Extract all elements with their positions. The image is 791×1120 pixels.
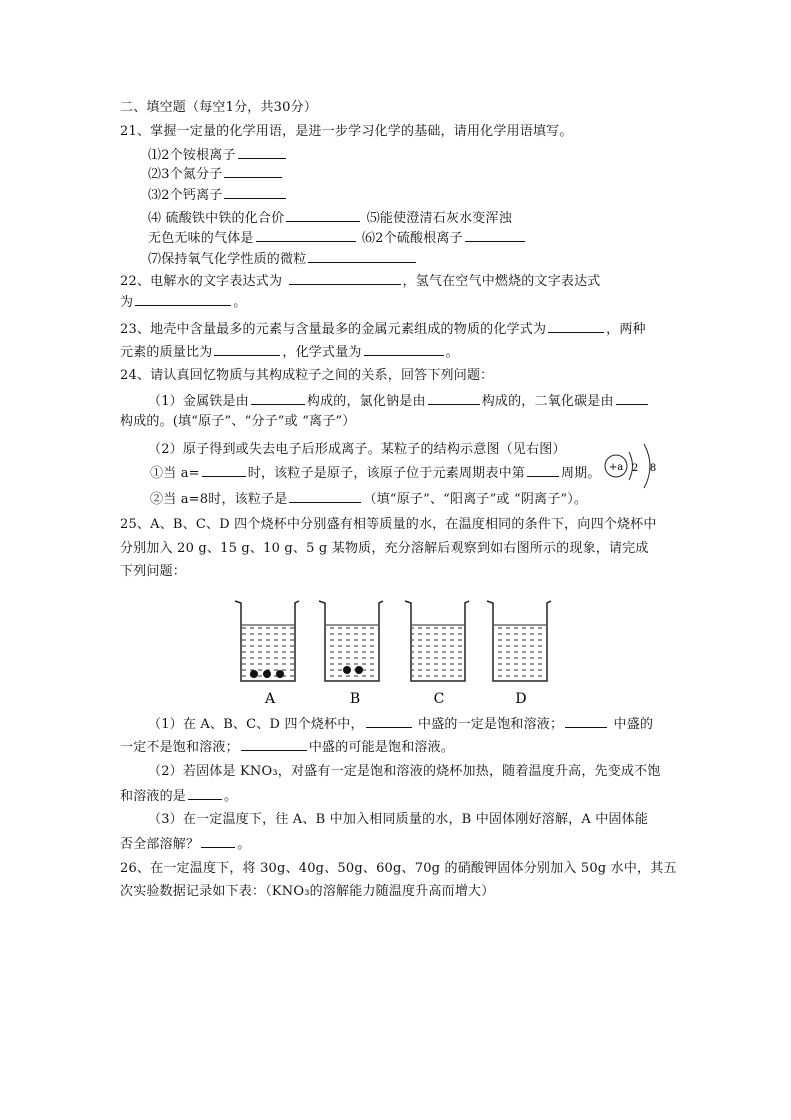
q25-part2-cont: 和溶液的是 。 <box>120 789 238 804</box>
answer-blank[interactable] <box>202 464 246 477</box>
q25-part2: （2）若固体是 KNO₃，对盛有一定是饱和溶液的烧杯加热，随着温度升高，先变成不饱 <box>148 764 661 779</box>
q25-part3-cont: 否全部溶解？ 。 <box>120 837 251 852</box>
answer-blank[interactable] <box>364 343 444 356</box>
answer-blank[interactable] <box>465 229 525 242</box>
q22-line1: 22、电解水的文字表达式为 ，氢气在空气中燃烧的文字表达式 <box>120 274 601 289</box>
q21-part2: ⑵3个氮分子 <box>148 165 284 183</box>
shell-2-electrons: 8 <box>649 463 657 474</box>
q26-line2: 次实验数据记录如下表：（KNO₃的溶解能力随温度升高而增大） <box>120 884 495 899</box>
beaker-d <box>487 601 551 707</box>
q24-part2-b: ②当 a=8时，该粒子是 （填“原子”、“阳离子”或 “阴离子”）。 <box>150 492 588 507</box>
q23-line2: 元素的质量比为 ，化学式量为 。 <box>120 345 459 360</box>
undissolved-solid <box>276 670 284 678</box>
beaker-a <box>235 601 299 707</box>
answer-blank[interactable] <box>286 209 360 222</box>
answer-blank[interactable] <box>188 787 222 800</box>
answer-blank[interactable] <box>616 392 648 405</box>
q21-stem: 21、掌握一定量的化学用语，是进一步学习化学的基础，请用化学用语填写。 <box>120 124 573 139</box>
answer-blank[interactable] <box>289 490 361 503</box>
answer-blank[interactable] <box>224 165 282 178</box>
q21-part5-6: 无色无味的气体是 ⑹2个硫酸根离子 <box>148 229 527 247</box>
answer-blank[interactable] <box>548 320 604 333</box>
answer-blank[interactable] <box>201 835 235 848</box>
answer-blank[interactable] <box>366 715 412 728</box>
section-title: 二、填空题（每空1分，共30分） <box>120 100 318 115</box>
q24-part2-a: ①当 a= 时，该粒子是原子，该原子位于元素周期表中第 周期。 <box>150 466 601 481</box>
q22-line2: 为 。 <box>120 295 247 310</box>
q24-part1: （1）金属铁是由 构成的，氯化钠是由 构成的，二氧化碳是由 <box>148 392 650 410</box>
answer-blank[interactable] <box>238 146 286 159</box>
answer-blank[interactable] <box>289 272 401 285</box>
q23-line1: 23、地壳中含量最多的元素与含量最多的金属元素组成的物质的化学式为 ，两种 <box>120 322 646 337</box>
q25-line1: 25、A、B、C、D 四个烧杯中分别盛有相等质量的水，在温度相同的条件下，向四个烧杯中 <box>120 517 657 532</box>
answer-blank[interactable] <box>308 250 416 263</box>
undissolved-solid <box>263 670 271 678</box>
q21-part7: ⑺保持氧气化学性质的微粒 <box>148 250 418 268</box>
nucleus-charge: +a <box>608 462 624 473</box>
beakers-figure <box>225 595 575 710</box>
q24-part2: （2）原子得到或失去电子后形成离子。某粒子的结构示意图（见右图） <box>148 442 566 457</box>
q25-line3: 下列问题： <box>120 564 187 579</box>
answer-blank[interactable] <box>241 738 307 751</box>
answer-blank[interactable] <box>565 715 607 728</box>
answer-blank[interactable] <box>251 392 305 405</box>
answer-blank[interactable] <box>135 293 231 306</box>
q25-part3: （3）在一定温度下，往 A、B 中加入相同质量的水，B 中固体刚好溶解，A 中固体能 <box>148 812 649 827</box>
q21-part1: ⑴2个铵根离子 <box>148 146 288 164</box>
q25-part1: （1）在 A、B、C、D 四个烧杯中， 中盛的一定是饱和溶液； 中盛的 <box>148 717 654 732</box>
beaker-label-b: B <box>349 691 361 707</box>
answer-blank[interactable] <box>428 392 480 405</box>
undissolved-solid <box>343 666 351 674</box>
beaker-label-d: D <box>515 691 527 707</box>
q24-stem: 24、请认真回忆物质与其构成粒子之间的关系，回答下列问题： <box>120 368 494 383</box>
beaker-b <box>319 601 383 707</box>
beaker-label-a: A <box>264 691 276 707</box>
beaker-c <box>405 601 469 707</box>
q24-part1-cont: 构成的。(填“原子”、“分子”或 “离子”） <box>120 414 356 429</box>
beaker-label-c: C <box>433 691 445 707</box>
answer-blank[interactable] <box>527 464 559 477</box>
atom-structure-diagram <box>600 438 664 494</box>
q21-part4-5: ⑷ 硫酸铁中铁的化合价 ⑸能使澄清石灰水变浑浊 <box>148 211 512 226</box>
answer-blank[interactable] <box>256 229 356 242</box>
q26-line1: 26、在一定温度下，将 30g、40g、50g、60g、70g 的硝酸钾固体分别加入 50g 水中，其五 <box>120 861 677 876</box>
answer-blank[interactable] <box>224 186 286 199</box>
q21-part3: ⑶2个钙离子 <box>148 186 288 204</box>
shell-1-electrons: 2 <box>631 463 639 474</box>
q25-line2: 分别加入 20 g、15 g、10 g、5 g 某物质，充分溶解后观察到如右图所示的现象，请完成 <box>120 541 649 556</box>
undissolved-solid <box>355 666 363 674</box>
undissolved-solid <box>250 670 258 678</box>
answer-blank[interactable] <box>214 343 280 356</box>
q25-part1-cont: 一定不是饱和溶液； 中盛的可能是饱和溶液。 <box>120 740 455 755</box>
